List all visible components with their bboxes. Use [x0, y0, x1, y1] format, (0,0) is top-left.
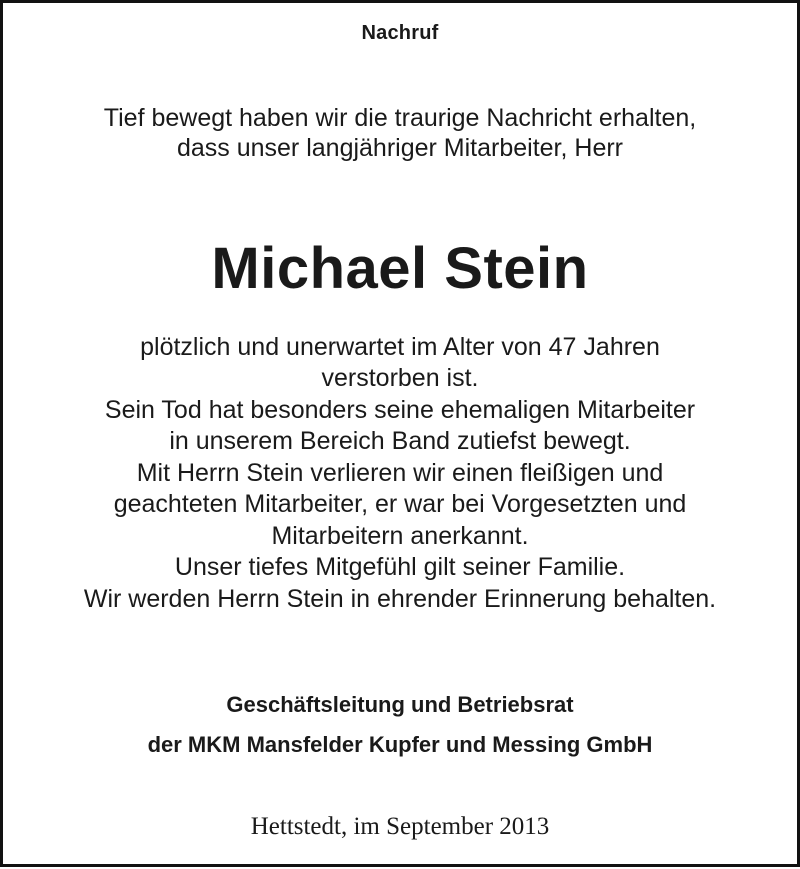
body-line: Mit Herrn Stein verlieren wir einen fleißigen und — [136, 459, 664, 487]
signature-line: der MKM Mansfelder Kupfer und Messing GmbH — [147, 732, 653, 757]
signature-line: Geschäftsleitung und Betriebsrat — [226, 692, 574, 717]
intro-line: Tief bewegt haben wir die traurige Nachricht erhalten, — [103, 104, 697, 132]
body-line: Unser tiefes Mitgefühl gilt seiner Familie. — [174, 553, 626, 581]
notice-heading: Nachruf — [361, 22, 439, 44]
deceased-name: Michael Stein — [211, 236, 589, 301]
body-line: Sein Tod hat besonders seine ehemaligen Mitarbeiter — [104, 396, 696, 424]
place-date: Hettstedt, im September 2013 — [250, 813, 550, 840]
body-line: geachteten Mitarbeiter, er war bei Vorgesetzten und — [113, 490, 687, 518]
body-line: verstorben ist. — [321, 364, 479, 392]
body-line: Wir werden Herrn Stein in ehrender Erinnerung behalten. — [83, 585, 717, 613]
body-line: plötzlich und unerwartet im Alter von 47 Jahren — [140, 333, 660, 361]
intro-line: dass unser langjähriger Mitarbeiter, Herr — [176, 134, 624, 162]
body-line: Mitarbeitern anerkannt. — [271, 522, 529, 550]
body-line: in unserem Bereich Band zutiefst bewegt. — [169, 427, 631, 455]
